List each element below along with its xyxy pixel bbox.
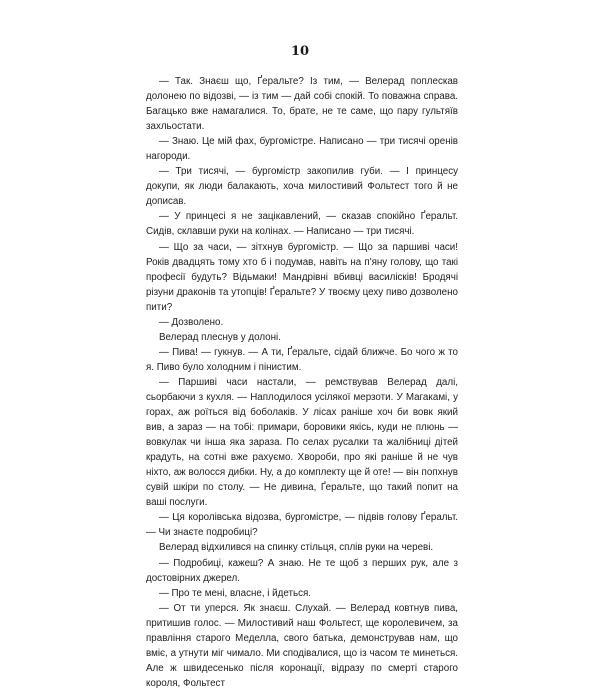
paragraph: — От ти уперся. Як знаєш. Слухай. — Велерад ковтнув пива, притишив голос. — Милостивий наш Фольтест, ще королевичем, за правління старого Меделла, свого батька, демонстрував нам, що вміє, а утнути міг чимало. Ми сподівалися, що із часом те минеться. Але ж швидесенько після коронації, відразу по смерті старого короля, Фольтест — [146, 602, 458, 689]
paragraph: — Про те мені, власне, і йдеться. — [159, 587, 312, 599]
body-text — [146, 74, 458, 691]
paragraph: — Подробиці, кажеш? А знаю. Не те щоб з перших рук, але з достовірних джерел. — [146, 557, 458, 584]
paragraph: — Ця королівська відозва, бургомістре, — підвів голову Ґеральт. — Чи знаєте подробиці? — [146, 512, 458, 539]
paragraph: — Пива! — гукнув. — А ти, Ґеральте, сідай ближче. Бо чого ж то я. Пиво було холодним і пінистим. — [146, 346, 458, 373]
paragraph: — Що за часи, — зітхнув бургомістр. — Що за паршиві часи! Років двадцять тому хто б і подумав, навіть на п'яну голову, що такі професії будуть? Відьмаки! Мандрівні вбивці василісків! Бродячі різуни драконів та утопців! Ґеральте? У твоєму цеху пиво дозволено пити? — [146, 241, 458, 313]
paragraph: Велерад відхилився на спинку стільця, сплів руки на череві. — [159, 542, 434, 554]
paragraph: — Знаю. Це мій фах, бургомістре. Написано — три тисячі оренів нагороди. — [146, 136, 458, 163]
paragraph: — Дозволено. — [159, 316, 224, 328]
paragraph: — У принцесі я не зацікавлений, — сказав спокійно Ґеральт. Сидів, склавши руки на колінах. — Написано — три тисячі. — [146, 211, 458, 238]
paragraph: Велерад плеснув у долоні. — [159, 331, 281, 343]
paragraph: — Три тисячі, — бургомістр закопилив губи. — І принцесу докупи, як люди балакають, хоча милостивий Фольтест того й не дописав. — [146, 166, 458, 208]
page-number: 10 — [290, 44, 310, 59]
paragraph: — Паршиві часи настали, — ремствував Велерад далі, сьорбаючи з кухля. — Наплодилося усілякої мерзоти. У Магакамі, у горах, аж роїться від боболаків. У лісах раніше хоч би вовк який вив, а зараз — на тобі: примари, боровики якісь, куди не плюнь — вовкулак чи інша яка зараза. По селах русалки та жалібниці дітей крадуть, на сотні вже рахуємо. Хвороби, про які раніше й не чув ніхто, аж волосся дибки. Ну, а до комплекту ще й оте! — він попхнув сувій шкіри по столу. — Не дивина, Ґеральте, що такий попит на ваші послуги. — [146, 376, 458, 509]
paragraph: — Так. Знаєш що, Ґеральте? Із тим, — Велерад поплескав долонею по відозві, — із тим — дай собі спокій. То поважна справа. Багацько вже намагалися. То, брате, не те саме, що пару гультяїв захльостати. — [146, 76, 458, 133]
